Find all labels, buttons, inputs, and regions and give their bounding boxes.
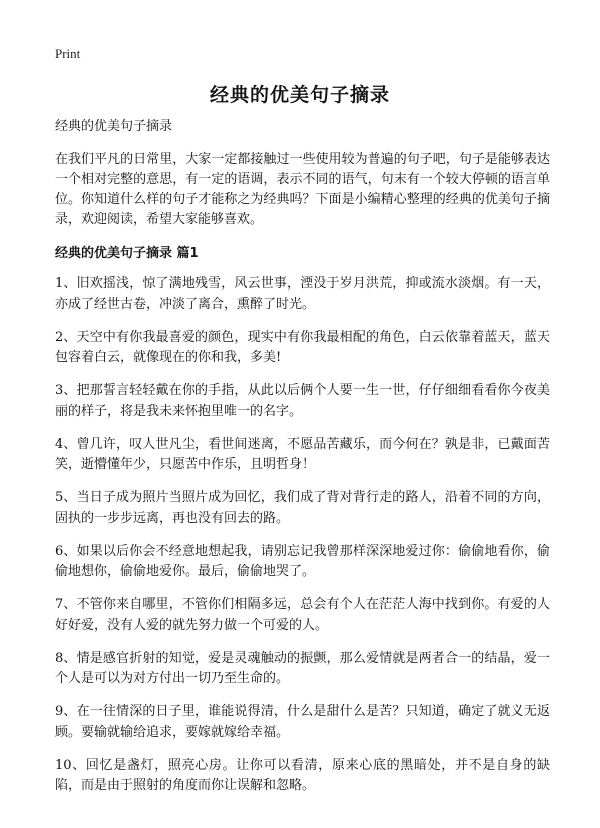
list-item: 9、在一往情深的日子里，谁能说得清，什么是甜什么是苦？只知道，确定了就义无返顾。要输就输给追求，要嫁就嫁给幸福。 [55,704,550,740]
list-item: 4、曾几许，叹人世凡尘，看世间迷离，不愿品苦藏乐，而今何在？孰是非，已戴面苦笑，逝懵懂年少，只愿苦中作乐，且明哲身！ [55,436,550,472]
list-item: 6、如果以后你会不经意地想起我，请别忘记我曾那样深深地爱过你：偷偷地看你，偷偷地想你，偷偷地爱你。最后，偷偷地哭了。 [55,543,550,579]
article-subtitle: 经典的优美句子摘录 [55,119,173,134]
list-item: 2、天空中有你我最喜爱的颜色，现实中有你我最相配的角色，白云依靠着蓝天，蓝天包容着白云，就像现在的你和我，多美! [55,329,550,365]
list-item: 7、不管你来自哪里，不管你们相隔多远，总会有个人在茫茫人海中找到你。有爱的人好好爱，没有人爱的就先努力做一个可爱的人。 [55,597,550,633]
print-link[interactable]: Print [55,46,81,61]
article-body [55,116,550,809]
list-item: 1、旧欢摇浅，惊了满地残雪，风云世事，湮没于岁月洪荒，抑或流水淡烟。有一天，亦成了经世古卷，冲淡了离合，熏醉了时光。 [55,276,550,312]
sentence-list [55,274,550,797]
list-item: 8、情是感官折射的知觉，爱是灵魂触动的振颤，那么爱情就是两者合一的结晶，爱一个人是可以为对方付出一切乃至生命的。 [55,650,550,686]
intro-paragraph: 在我们平凡的日常里，大家一定都接触过一些使用较为普遍的句子吧，句子是能够表达一个相对完整的意思，有一定的语调，表示不同的语气，句末有一个较大停顿的语言单位。你知道什么样的句子才能称之为经典吗？下面是小编精心整理的经典的优美句子摘录，欢迎阅读，希望大家能够喜欢。 [55,152,550,227]
page-title: 经典的优美句子摘录 [209,84,390,106]
section-heading: 经典的优美句子摘录 篇1 [55,246,199,261]
list-item: 3、把那誓言轻轻戴在你的手指，从此以后俩个人要一生一世，仔仔细细看看你今夜美丽的样子，将是我未来怀抱里唯一的名字。 [55,383,550,419]
list-item: 10、回忆是盏灯，照亮心房。让你可以看清，原来心底的黑暗处，并不是自身的缺陷，而是由于照射的角度而你让误解和忽略。 [55,757,550,793]
list-item: 5、当日子成为照片当照片成为回忆，我们成了背对背行走的路人，沿着不同的方向，固执的一步步远离，再也没有回去的路。 [55,490,550,526]
